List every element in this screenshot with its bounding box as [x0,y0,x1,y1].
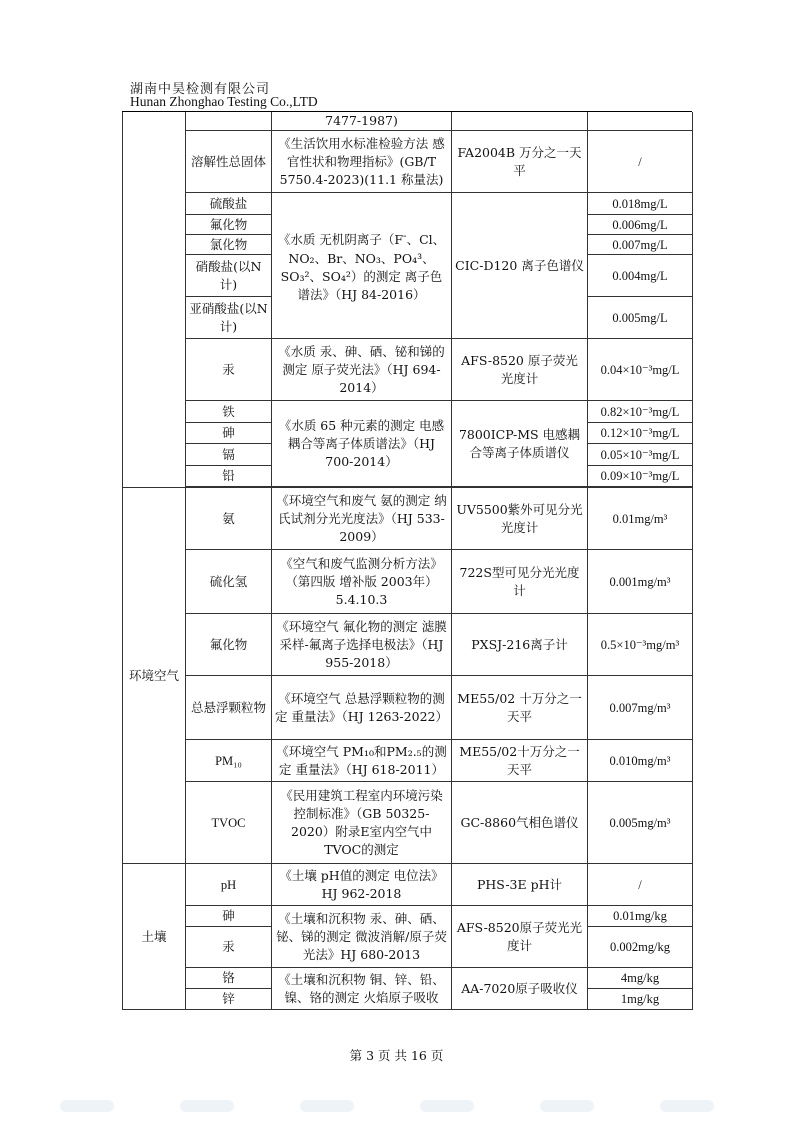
watermark-logo [660,1100,714,1112]
limit-cell: / [588,131,693,193]
item-cell: 砷 [186,423,272,444]
table-row [123,131,693,193]
table-row [123,782,693,864]
item-cell: 锌 [186,989,272,1010]
method-cell: 《土壤 pH值的测定 电位法》HJ 962-2018 [272,864,452,906]
company-name-cn: 湖南中昊检测有限公司 [130,82,271,97]
instrument-cell: AFS-8520原子荧光光度计 [452,906,588,968]
limit-cell: 0.01mg/m³ [588,488,693,550]
method-cell: 《土壤和沉积物 铜、锌、铅、镍、铬的测定 火焰原子吸收 [272,968,452,1010]
table-row [123,339,693,401]
limit-cell: 0.09×10⁻³mg/L [588,466,693,487]
item-cell: 汞 [186,927,272,968]
limit-cell: 0.05×10⁻³mg/L [588,444,693,466]
limit-cell: 1mg/kg [588,989,693,1010]
instrument-cell: 7800ICP-MS 电感耦合等离子体质谱仪 [452,401,588,487]
limit-cell: 0.5×10⁻³mg/m³ [588,614,693,676]
limit-cell: 0.01mg/kg [588,906,693,927]
item-cell: 氯化物 [186,235,272,255]
limit-cell: 0.005mg/L [588,297,693,339]
item-cell: 铁 [186,401,272,423]
category-cell [123,112,186,488]
watermark-logo [60,1100,114,1112]
limit-cell: 0.018mg/L [588,193,693,215]
table-row [123,864,693,906]
item-cell: 镉 [186,444,272,466]
instrument-cell: AFS-8520 原子荧光光度计 [452,339,588,401]
method-cell: 《环境空气 总悬浮颗粒物的测定 重量法》（HJ 1263-2022） [272,676,452,740]
instrument-cell: GC-8860气相色谱仪 [452,782,588,864]
watermark-logo [180,1100,234,1112]
item-cell: 氟化物 [186,215,272,235]
item-cell: 铬 [186,968,272,989]
instrument-cell: AA-7020原子吸收仪 [452,968,588,1010]
item-cell: pH [186,864,272,906]
instrument-cell: PXSJ-216离子计 [452,614,588,676]
method-cell: 《环境空气和废气 氨的测定 纳氏试剂分光光度法》（HJ 533-2009） [272,488,452,550]
table-row [123,614,693,676]
limit-cell: 0.005mg/m³ [588,782,693,864]
item-cell: 总悬浮颗粒物 [186,676,272,740]
item-cell: 亚硝酸盐(以N计) [186,297,272,339]
item-cell: 氟化物 [186,614,272,676]
limit-cell: 4mg/kg [588,968,693,989]
instrument-cell: FA2004B 万分之一天平 [452,131,588,193]
page-number: 第 3 页 共 16 页 [349,1048,444,1063]
table-row [123,906,693,927]
table-row [123,401,693,423]
method-cell: 《水质 无机阴离子（F-、Cl、NO₂、Br、NO₃、PO₄³、SO₃²、SO₄²）的测定 离子色谱法》（HJ 84-2016） [272,193,452,339]
instrument-cell: ME55/02十万分之一天平 [452,740,588,782]
table-row [123,488,693,550]
table-row [123,968,693,989]
item-cell: 硫化氢 [186,550,272,614]
item-cell: PM₁₀ [186,740,272,782]
instrument-cell: CIC-D120 离子色谱仪 [452,193,588,339]
watermark-logo [300,1100,354,1112]
limit-cell: 0.12×10⁻³mg/L [588,423,693,444]
method-cell: 《生活饮用水标准检验方法 感官性状和物理指标》(GB/T 5750.4-2023)(11.1 称量法) [272,131,452,193]
instrument-cell: 722S型可见分光光度计 [452,550,588,614]
limit-cell: 0.002mg/kg [588,927,693,968]
method-cell: 《民用建筑工程室内环境污染控制标准》（GB 50325-2020）附录E室内空气中TVOC的测定 [272,782,452,864]
watermark-logo [540,1100,594,1112]
method-cell: 7477-1987) [272,112,452,131]
limit-cell: 0.04×10⁻³mg/L [588,339,693,401]
instrument-cell: ME55/02 十万分之一天平 [452,676,588,740]
test-methods-table [122,112,693,1010]
table-row [123,112,693,131]
instrument-cell: UV5500紫外可见分光光度计 [452,488,588,550]
limit-cell: 0.006mg/L [588,215,693,235]
item-cell: 硝酸盐(以N计) [186,255,272,297]
company-name-en: Hunan Zhonghao Testing Co.,LTD [130,94,318,109]
item-cell: 砷 [186,906,272,927]
table-row [123,740,693,782]
method-cell: 《环境空气 PM₁₀和PM₂.₅的测定 重量法》（HJ 618-2011） [272,740,452,782]
item-cell: 氨 [186,488,272,550]
method-cell: 《空气和废气监测分析方法》（第四版 增补版 2003年）5.4.10.3 [272,550,452,614]
method-cell: 《土壤和沉积物 汞、砷、硒、铋、锑的测定 微波消解/原子荧光法》HJ 680-2013 [272,906,452,968]
watermark-logo [420,1100,474,1112]
limit-cell: 0.001mg/m³ [588,550,693,614]
limit-cell: 0.007mg/L [588,235,693,255]
table-row [123,193,693,215]
item-cell: 硫酸盐 [186,193,272,215]
method-cell: 《环境空气 氟化物的测定 滤膜采样-氟离子选择电极法》（HJ 955-2018） [272,614,452,676]
item-cell: 铅 [186,466,272,487]
category-cell: 土壤 [123,864,186,1010]
method-cell: 《水质 汞、砷、硒、铋和锑的测定 原子荧光法》（HJ 694-2014） [272,339,452,401]
item-cell: 溶解性总固体 [186,131,272,193]
limit-cell: / [588,864,693,906]
item-cell: TVOC [186,782,272,864]
instrument-cell: PHS-3E pH计 [452,864,588,906]
limit-cell: 0.007mg/m³ [588,676,693,740]
limit-cell: 0.004mg/L [588,255,693,297]
item-cell: 汞 [186,339,272,401]
table-row [123,550,693,614]
table-row [123,676,693,740]
category-cell: 环境空气 [123,488,186,864]
limit-cell: 0.010mg/m³ [588,740,693,782]
limit-cell: 0.82×10⁻³mg/L [588,401,693,423]
method-cell: 《水质 65 种元素的测定 电感耦合等离子体质谱法》（HJ 700-2014） [272,401,452,487]
